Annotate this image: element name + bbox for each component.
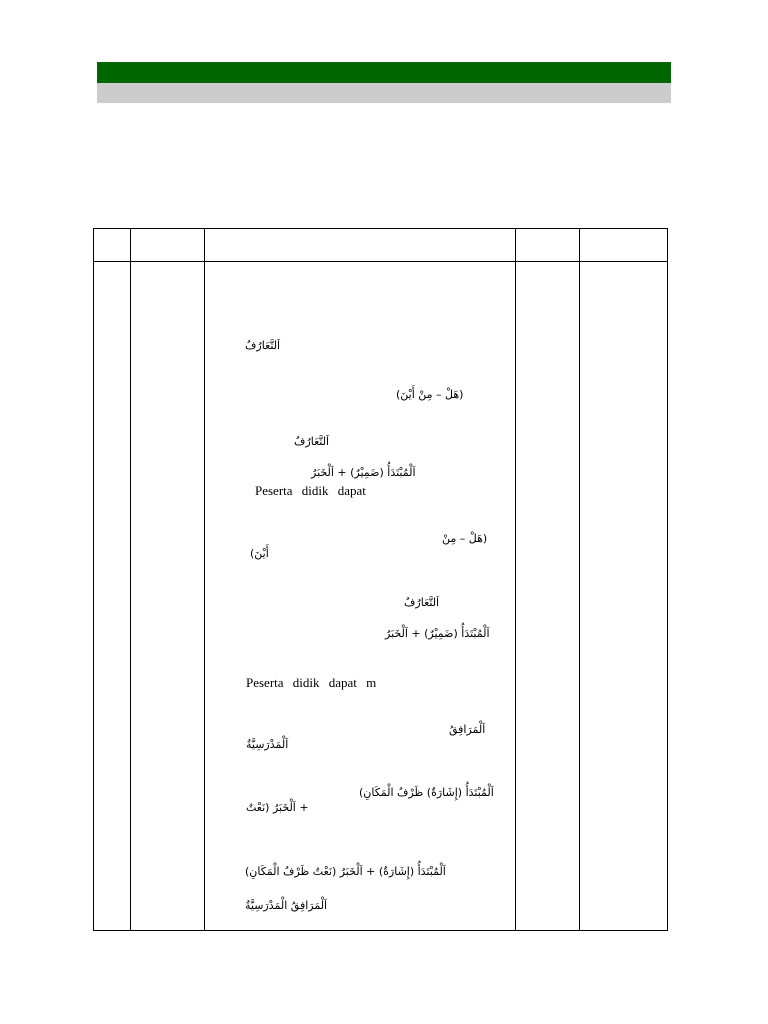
arabic-ayna-2: أَيْنَ)	[250, 547, 269, 560]
arabic-ta-aruf-1: اَلتَّعَارُفُ	[245, 339, 281, 352]
arabic-mubtada-isyarah-2: اَلْمُبْتَدَأُ (إِشَارَةٌ) + اَلْخَبَرُ (نَعْتٌ ظَرْفُ الْمَكَانِ)	[245, 865, 446, 878]
arabic-ta-aruf-3: اَلتَّعَارُفُ	[404, 596, 440, 609]
arabic-marafiq-1: اَلْمَرَافِقُ	[449, 723, 486, 736]
arabic-ta-aruf-2: اَلتَّعَارُفُ	[294, 435, 330, 448]
arabic-mubtada-khabar-2: اَلْمُبْتَدَأُ (ضَمِيْرٌ) + اَلْخَبَرُ	[385, 627, 490, 640]
arabic-mubtada-isyarah-1: اَلْمُبْتَدَأُ (إِشَارَةٌ) ظَرْفُ الْمَكَانِ)	[359, 786, 494, 799]
text-peserta-didik-1: Peserta didik dapat	[255, 483, 366, 498]
text-peserta-didik-2: Peserta didik dapat m	[246, 675, 377, 690]
table-column-divider-2	[204, 229, 205, 930]
arabic-madrasiyyah-1: اَلْمَدْرَسِيَّةُ	[246, 738, 289, 751]
header-green-bar	[97, 62, 671, 83]
arabic-hal-min-2: (هَلْ – مِنْ	[442, 532, 488, 545]
table-column-divider-4	[579, 229, 580, 930]
table-column-divider-3	[515, 229, 516, 930]
header-grey-bar	[97, 83, 671, 103]
table-column-divider-1	[130, 229, 131, 930]
lesson-table	[93, 228, 668, 931]
table-header-row-divider	[94, 261, 667, 262]
arabic-marafiq-madrasiyyah: اَلْمَرَافِقُ الْمَدْرَسِيَّةُ	[245, 899, 328, 912]
arabic-hal-min-ayna-1: (هَلْ – مِنْ أَيْنَ)	[396, 388, 464, 401]
arabic-khabar-nat-1: + اَلْخَبَرُ (نَعْتٌ	[246, 801, 309, 814]
arabic-mubtada-khabar-1: اَلْمُبْتَدَأُ (ضَمِيْرٌ) + اَلْخَبَرُ	[311, 466, 416, 479]
